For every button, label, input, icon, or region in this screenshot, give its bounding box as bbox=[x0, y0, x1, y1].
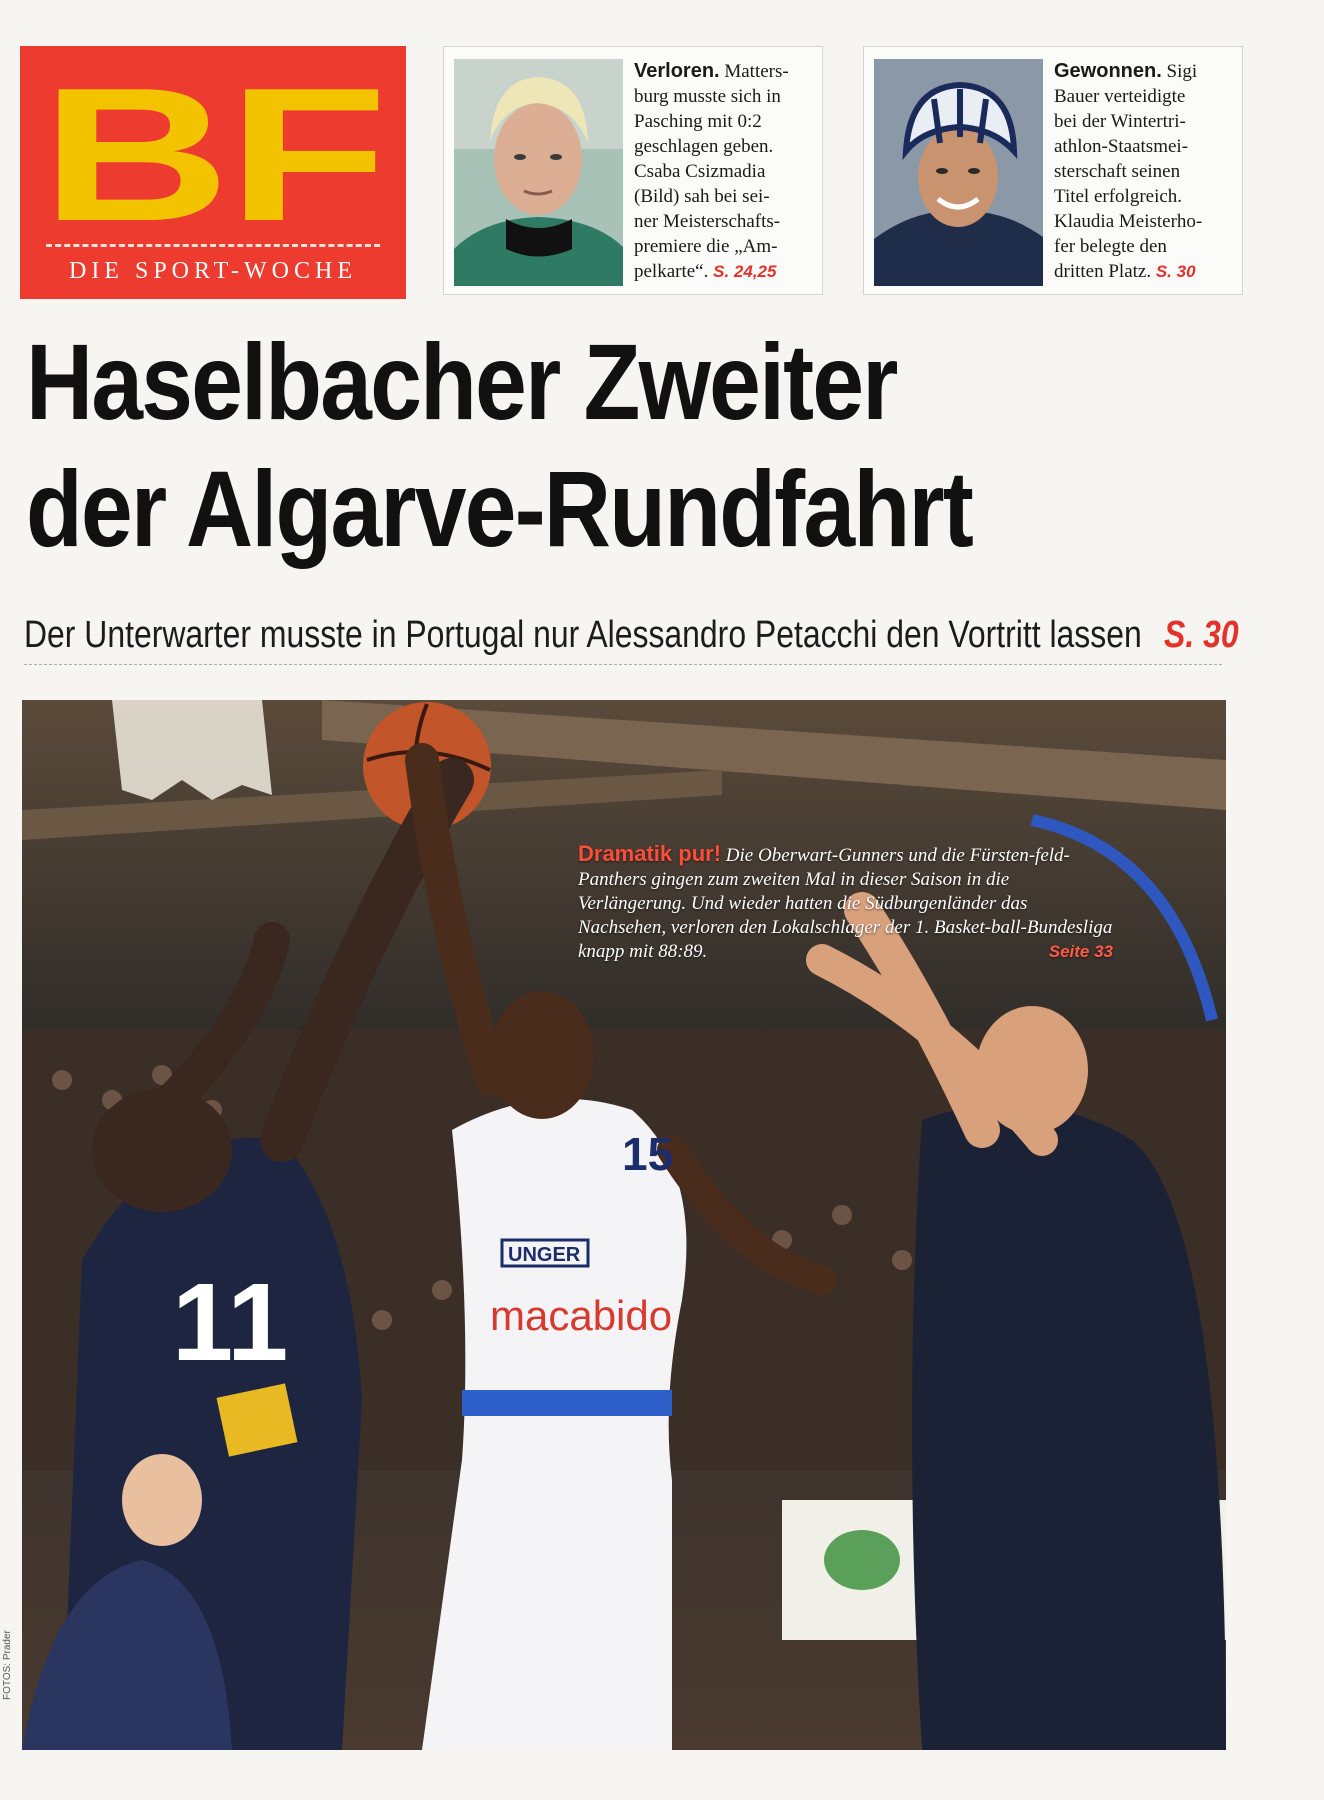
logo-letters: BF bbox=[40, 49, 386, 261]
teaser-text-line: Sigi bbox=[1166, 61, 1198, 82]
jersey-sponsor: macabido bbox=[490, 1292, 673, 1339]
teaser-headline: Verloren. bbox=[634, 60, 720, 82]
logo-subtitle: DIE SPORT-WOCHE bbox=[68, 258, 357, 284]
logo-divider bbox=[46, 244, 380, 247]
page-reference[interactable]: Seite 33 bbox=[1048, 942, 1113, 961]
teaser-gewonnen-text bbox=[1054, 59, 1236, 284]
teaser-verloren[interactable] bbox=[443, 46, 823, 295]
teaser-headline: Gewonnen. bbox=[1054, 60, 1162, 82]
teaser-text-line: Klaudia Meisterho- bbox=[1054, 211, 1203, 232]
jersey-number-11: 11 bbox=[172, 1261, 289, 1384]
teaser-gewonnen[interactable] bbox=[863, 46, 1243, 295]
subline-text: Der Unterwarter musste in Portugal nur Alessandro Petacchi den Vortritt lassen bbox=[24, 614, 1142, 656]
teaser-text-line: Pasching mit 0:2 bbox=[634, 111, 762, 132]
teaser-text-line: Titel erfolgreich. bbox=[1054, 186, 1183, 207]
photo-credit: FOTOS: Prader bbox=[2, 1630, 13, 1700]
teaser-verloren-text bbox=[634, 59, 816, 284]
teaser-text-line: geschlagen geben. bbox=[634, 136, 774, 157]
teaser-text-line: bei der Wintertri- bbox=[1054, 111, 1186, 132]
page-reference[interactable]: S. 30 bbox=[1164, 614, 1239, 656]
teaser-text-line: fer belegte den bbox=[1054, 236, 1167, 257]
caption-text: Die Oberwart-Gunners und die Fürsten-feld-Panthers gingen zum zweiten Mal in dieser Saison in die Verlängerung. Und wieder hatten die Südburgenländer das Nachsehen, verloren den Lokalschlager der 1. Basket-ball-Bundesliga knapp mit 88:89. bbox=[578, 845, 1113, 962]
teaser-text-line: premiere die „Am- bbox=[634, 236, 778, 257]
teaser-text-line: Csaba Csizmadia bbox=[634, 161, 766, 182]
teaser-text-line: ner Meisterschafts- bbox=[634, 211, 781, 232]
teaser-text-line: pelkarte“. bbox=[634, 261, 709, 282]
teaser-text-line: Bauer verteidigte bbox=[1054, 86, 1186, 107]
goalkeeper-portrait-icon bbox=[454, 59, 623, 286]
dashed-divider bbox=[24, 664, 1222, 665]
jersey-number-15: 15 bbox=[622, 1128, 674, 1180]
teaser-text-line: sterschaft seinen bbox=[1054, 161, 1181, 182]
goalkeeper-photo bbox=[454, 59, 623, 286]
teaser-text-line: burg musste sich in bbox=[634, 86, 781, 107]
photo-caption bbox=[578, 842, 1113, 964]
teaser-text-line: (Bild) sah bei sei- bbox=[634, 186, 770, 207]
page-reference[interactable]: S. 24,25 bbox=[713, 262, 777, 281]
lead-headline[interactable] bbox=[26, 318, 1306, 572]
page-reference[interactable]: S. 30 bbox=[1155, 262, 1196, 281]
jersey-badge: UNGER bbox=[508, 1244, 581, 1266]
teaser-text-line: dritten Platz. bbox=[1054, 261, 1152, 282]
headline-line-2: der Algarve-Rundfahrt bbox=[26, 448, 973, 569]
headline-line-1: Haselbacher Zweiter bbox=[26, 321, 897, 442]
teaser-text-line: athlon-Staatsmei- bbox=[1054, 136, 1189, 157]
lead-subline bbox=[24, 614, 1239, 657]
teaser-text-line: Matters- bbox=[724, 61, 789, 82]
masthead-logo[interactable] bbox=[20, 46, 406, 299]
caption-headline: Dramatik pur! bbox=[578, 841, 722, 866]
cyclist-photo bbox=[874, 59, 1043, 286]
cyclist-helmet-portrait-icon bbox=[874, 59, 1043, 286]
